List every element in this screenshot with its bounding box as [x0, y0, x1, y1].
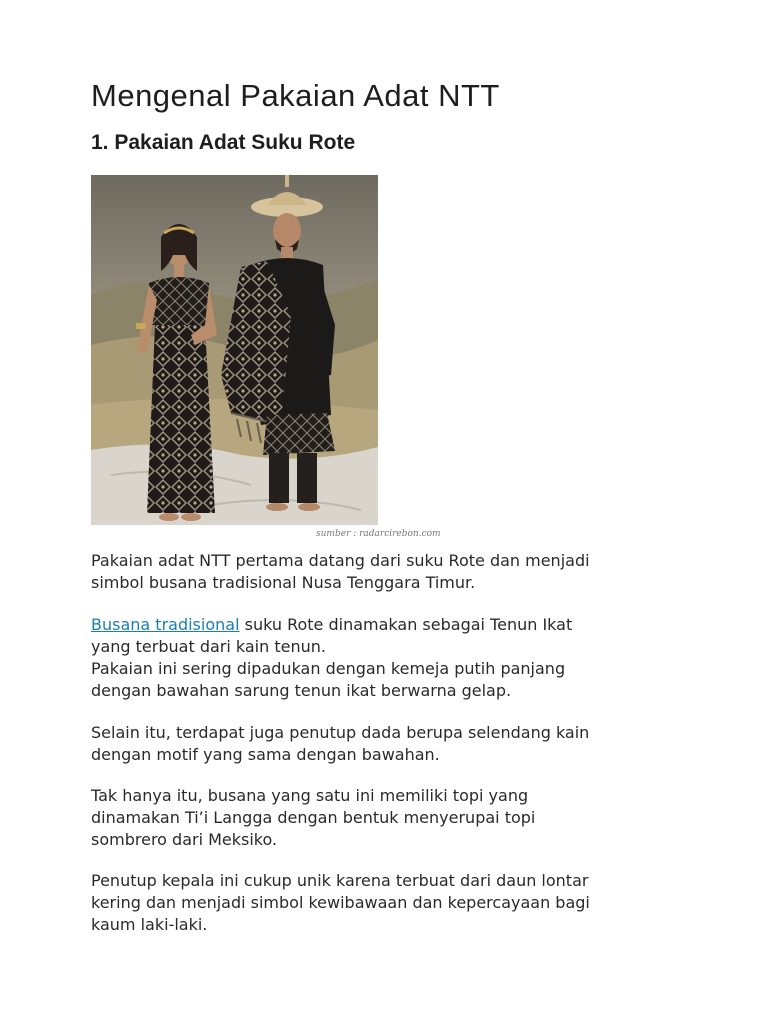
paragraph-1-line-1: Pakaian adat NTT pertama datang dari suku Rote dan menjadi — [91, 551, 590, 570]
paragraph-4 — [91, 785, 691, 851]
paragraph-3-line-2: dengan motif yang sama dengan bawahan. — [91, 745, 440, 764]
image-caption: sumber : radarcirebon.com — [316, 529, 441, 539]
paragraph-1 — [91, 550, 691, 594]
paragraph-4-line-1: Tak hanya itu, busana yang satu ini memiliki topi yang — [91, 786, 529, 805]
paragraph-3-line-1: Selain itu, terdapat juga penutup dada berupa selendang kain — [91, 723, 590, 742]
section-heading: 1. Pakaian Adat Suku Rote — [91, 131, 356, 154]
paragraph-2-line-1-rest: suku Rote dinamakan sebagai Tenun Ikat — [239, 615, 573, 634]
paragraph-2-line-3: Pakaian ini sering dipadukan dengan kemeja putih panjang — [91, 659, 566, 678]
paragraph-2-line-4: dengan bawahan sarung tenun ikat berwarna gelap. — [91, 681, 512, 700]
paragraph-2-line-2: yang terbuat dari kain tenun. — [91, 637, 326, 656]
traditional-costume-photo — [91, 175, 378, 525]
paragraph-2 — [91, 614, 691, 702]
paragraph-5-line-1: Penutup kepala ini cukup unik karena terbuat dari daun lontar — [91, 871, 589, 890]
busana-tradisional-link[interactable]: Busana tradisional — [91, 615, 240, 634]
paragraph-5 — [91, 870, 691, 936]
paragraph-5-line-3: kaum laki-laki. — [91, 915, 208, 934]
paragraph-4-line-2: dinamakan Ti’i Langga dengan bentuk menyerupai topi — [91, 808, 536, 827]
paragraph-2-line-1 — [91, 614, 691, 636]
page-title: Mengenal Pakaian Adat NTT — [91, 78, 500, 113]
paragraph-1-line-2: simbol busana tradisional Nusa Tenggara Timur. — [91, 573, 476, 592]
paragraph-3 — [91, 722, 691, 766]
paragraph-5-line-2: kering dan menjadi simbol kewibawaan dan kepercayaan bagi — [91, 893, 590, 912]
paragraph-4-line-3: sombrero dari Meksiko. — [91, 830, 278, 849]
